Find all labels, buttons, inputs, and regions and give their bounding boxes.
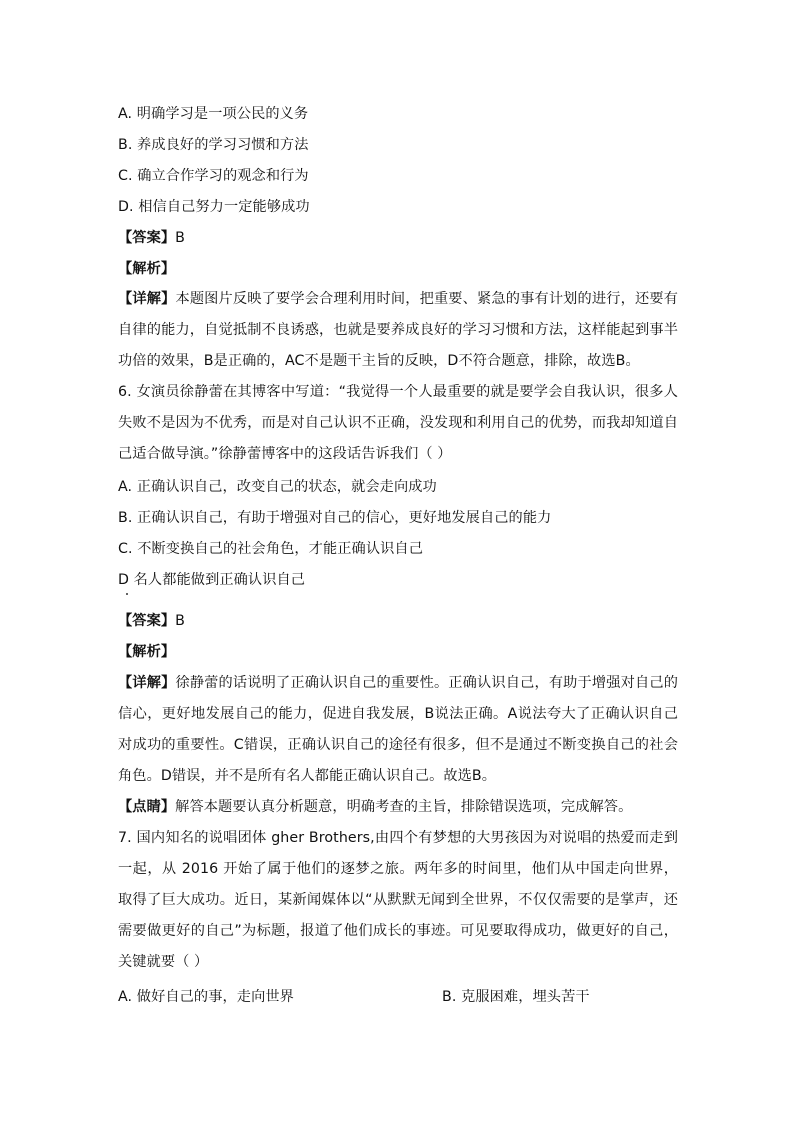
q6-tip-text: 解答本题要认真分析题意，明确考查的主旨，排除错误选项，完成解答。	[175, 799, 633, 815]
q6-detail-label: 【详解】	[118, 675, 176, 691]
q7-option-b: B. 克服困难，埋头苦干	[442, 989, 590, 1005]
q6-answer-value: B	[175, 613, 185, 629]
q7-option-a: A. 做好自己的事，走向世界	[118, 989, 294, 1005]
q6-option-a: A. 正确认识自己，改变自己的状态，就会走向成功	[118, 479, 437, 495]
q5-option-d: D. 相信自己努力一定能够成功	[118, 199, 310, 215]
q6-option-d: D 名人都能做到正确认识自己	[118, 572, 306, 588]
stray-dot	[126, 593, 128, 595]
q6-detail-text: 徐静蕾的话说明了正确认识自己的重要性。正确认识自己，有助于增强对自己的信心，更好地发展自己的能力，促进自我发展，B说法正确。A说法夸大了正确认识自己对成功的重要性。C错误，正确认识自己的途径有很多，但不是通过不断变换自己的社会角色。D错误，并不是所有名人都能正确认识自己。故选B。	[118, 675, 678, 784]
q5-answer-value: B	[175, 230, 185, 246]
q5-detail-label: 【详解】	[118, 291, 176, 307]
q5-option-a: A. 明确学习是一项公民的义务	[118, 106, 309, 122]
q6-option-b: B. 正确认识自己，有助于增强对自己的信心，更好地发展自己的能力	[118, 510, 552, 526]
q5-analysis-label: 【解析】	[118, 261, 176, 277]
q6-option-c: C. 不断变换自己的社会角色，才能正确认识自己	[118, 541, 423, 557]
q6-answer	[118, 611, 678, 631]
q6-tip	[118, 792, 678, 823]
q6-answer-label: 【答案】	[118, 613, 176, 629]
q6-tip-label: 【点睛】	[118, 799, 176, 815]
q6-analysis-label: 【解析】	[118, 644, 176, 660]
q5-option-b: B. 养成良好的学习习惯和方法	[118, 137, 309, 153]
q5-answer	[118, 228, 678, 248]
q5-answer-label: 【答案】	[118, 230, 176, 246]
q7-stem: 7. 国内知名的说唱团体 gher Brothers,由四个有梦想的大男孩因为对说唱的热爱而走到一起，从 2016 开始了属于他们的逐梦之旅。两年多的时间里，他们从中国走向世界，取得了巨大成功。近日，某新闻媒体以“从默默无闻到全世界，不仅仅需要的是掌声，还需要做更好的自己”为标题，报道了他们成长的事迹。可见要取得成功，做更好的自己，关键就要（ ）	[118, 830, 678, 970]
q6-detail	[118, 668, 678, 792]
q5-detail	[118, 284, 678, 377]
q5-option-c: C. 确立合作学习的观念和行为	[118, 168, 309, 184]
q5-detail-text: 本题图片反映了要学会合理利用时间，把重要、紧急的事有计划的进行，还要有自律的能力，自觉抵制不良诱惑，也就是要养成良好的学习习惯和方法，这样能起到事半功倍的效果，B是正确的，AC不是题干主旨的反映，D不符合题意，排除，故选B。	[118, 291, 678, 369]
q6-stem: 6. 女演员徐静蕾在其博客中写道：“我觉得一个人最重要的就是要学会自我认识，很多人失败不是因为不优秀，而是对自己认识不正确，没发现和利用自己的优势，而我却知道自己适合做导演。”徐静蕾博客中的这段话告诉我们（ ）	[118, 384, 678, 462]
